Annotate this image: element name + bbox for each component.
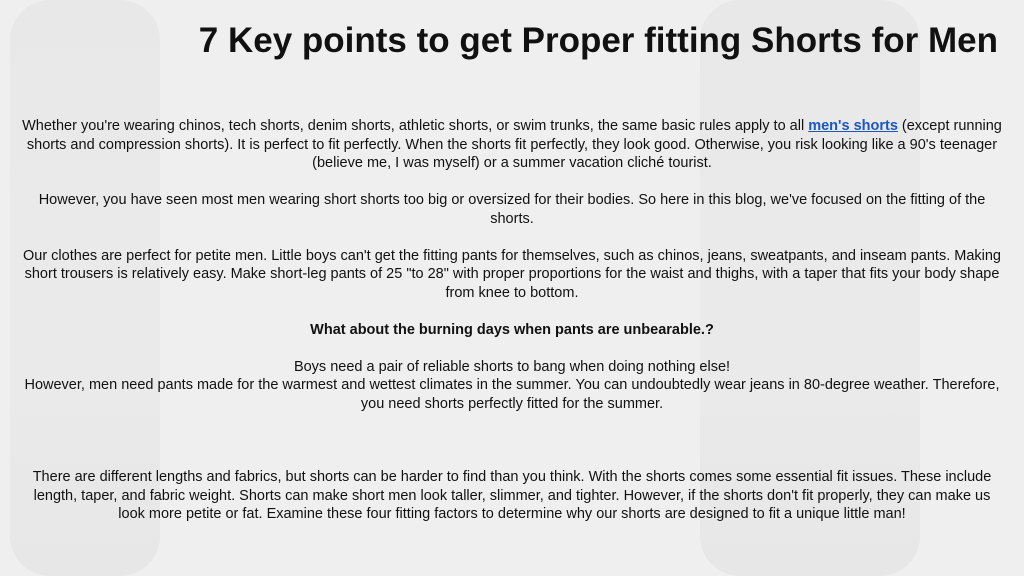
summer-paragraph: However, men need pants made for the warmest and wettest climates in the summer. You can undoubtedly wear jeans in 80-degree weather. Therefore, you need shorts perfectly fitted for the summer. <box>24 377 1000 412</box>
intro-text-after-link: (except running shorts and compression shorts). It is perfect to fit perfectly. When the shorts fit perfectly, they look good. Otherwise, you risk looking like a 90's teenager (believe me, I was myself) or a summer vacation cliché tourist. <box>26 118 1002 171</box>
mens-shorts-link[interactable]: men's shorts <box>808 118 898 134</box>
petite-men-paragraph: Our clothes are perfect for petite men. Little boys can't get the fitting pants for themselves, such as chinos, jeans, sweatpants, and inseam pants. Making short trousers is relatively easy. Make short-leg pants of 25 "to 28" with proper proportions for the waist and thighs, with a taper that fits your body shape from knee to bottom. <box>22 247 1001 301</box>
subheading: What about the burning days when pants are unbearable.? <box>310 321 714 338</box>
intro-paragraph <box>22 117 1002 173</box>
reliable-shorts-line: Boys need a pair of reliable shorts to bang when doing nothing else! <box>293 358 731 375</box>
oversized-paragraph: However, you have seen most men wearing short shorts too big or oversized for their bodies. So here in this blog, we've focused on the fitting of the shorts. <box>38 192 986 227</box>
fit-issues-paragraph: There are different lengths and fabrics, but shorts can be harder to find than you think. With the shorts comes some essential fit issues. These include length, taper, and fabric weight. Shorts can make short men look taller, slimmer, and tighter. However, if the shorts don't fit properly, they can make us look more petite or fat. Examine these four fitting factors to determine why our shorts are designed to fit a unique little man! <box>32 469 992 522</box>
article-body <box>22 117 1002 524</box>
intro-text-before-link: Whether you're wearing chinos, tech shorts, denim shorts, athletic shorts, or swim trunks, the same basic rules apply to all <box>22 118 809 134</box>
page-title: 7 Key points to get Proper fitting Shorts for Men <box>198 21 998 60</box>
